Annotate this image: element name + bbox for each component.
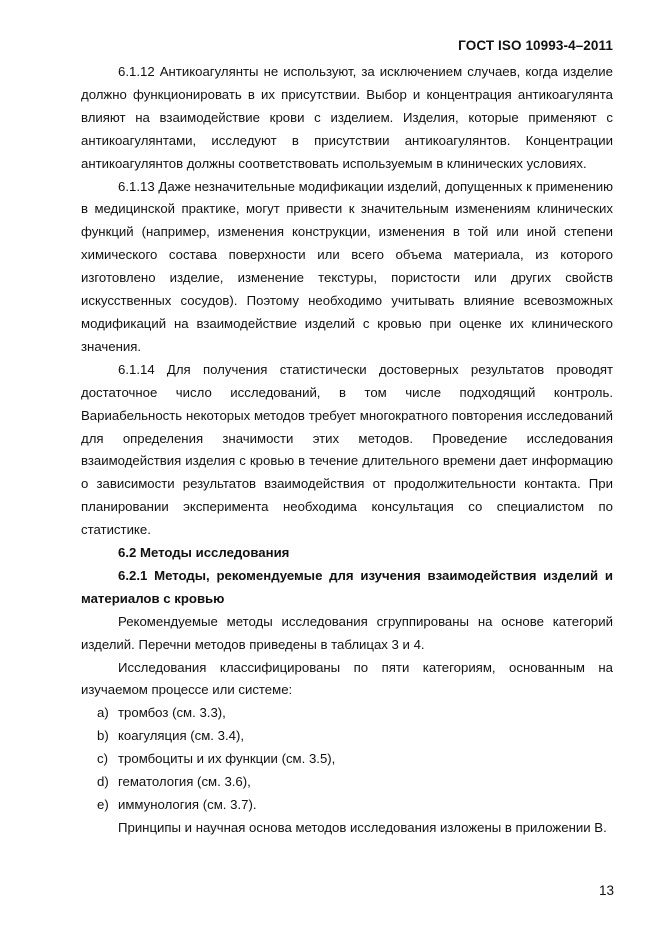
list-item [81,748,613,771]
standard-id-header: ГОСТ ISO 10993-4–2011 [458,38,613,53]
list-item-text: тромбоциты и их функции (см. 3.5), [118,751,336,767]
document-body [81,61,613,840]
paragraph-classification: Исследования классифицированы по пяти категориям, основанным на изучаемом процессе или системе: [81,659,613,698]
list-marker: d) [97,774,109,790]
list-marker: e) [97,797,109,812]
list-marker: c) [97,751,108,767]
paragraph-6-1-13: 6.1.13 Даже незначительные модификации изделий, допущенных к применению в медицинской практике, могут привести к значительным изменениям клинических функций (например, изменения конструкции, изменения в той или иной степени химического состава поверхности или всего объема материала, из которого изготовлено изделие, изменение текстуры, пористости или других свойств искусственных сосудов). Поэтому необходимо учитывать влияние всевозможных модификаций на взаимодействие изделий с кровью при оценке их клинического значения. [81,178,613,354]
list-marker: a) [97,705,109,721]
list-item [81,771,613,794]
list-item [81,702,613,725]
list-item-text: иммунология (см. 3.7). [118,797,257,812]
list-item-text: гематология (см. 3.6), [118,774,251,790]
list-item-text: тромбоз (см. 3.3), [118,705,226,721]
list-item [81,794,613,817]
paragraph-recommended-methods: Рекомендуемые методы исследования сгруппированы на основе категорий изделий. Перечни методов приведены в таблицах 3 и 4. [81,613,613,652]
page-number: 13 [598,883,614,898]
section-heading-6-2: 6.2 Методы исследования [118,545,290,561]
paragraph-6-1-14: 6.1.14 Для получения статистически достоверных результатов проводят достаточное число исследований, в том числе подходящий контроль. Вариабельность некоторых методов требует многократного повторения исследований для определения значимости этих методов. Проведение исследования взаимодействия изделия с кровью в течение длительного времени дает информацию о зависимости результатов взаимодействия от продолжительности контакта. При планировании эксперимента необходима консультация со специалистом по статистике. [81,361,613,538]
list-marker: b) [97,728,109,744]
paragraph-principles: Принципы и научная основа методов исследования изложены в приложении В. [118,819,607,835]
paragraph-6-1-12: 6.1.12 Антикоагулянты не используют, за исключением случаев, когда изделие должно функционировать в их присутствии. Выбор и концентрация антикоагулянта влияют на взаимодействие крови с изделием. Изделия, которые применяют с антикоагулянтами, исследуют в присутствии антикоагулянтов. Концентрации антикоагулянтов должны соответствовать используемым в клинических условиях. [81,64,613,171]
category-list [81,702,613,817]
list-item-text: коагуляция (см. 3.4), [118,728,245,744]
subsection-heading-6-2-1: 6.2.1 Методы, рекомендуемые для изучения взаимодействия изделий и материалов с кровью [81,567,613,606]
list-item [81,725,613,748]
